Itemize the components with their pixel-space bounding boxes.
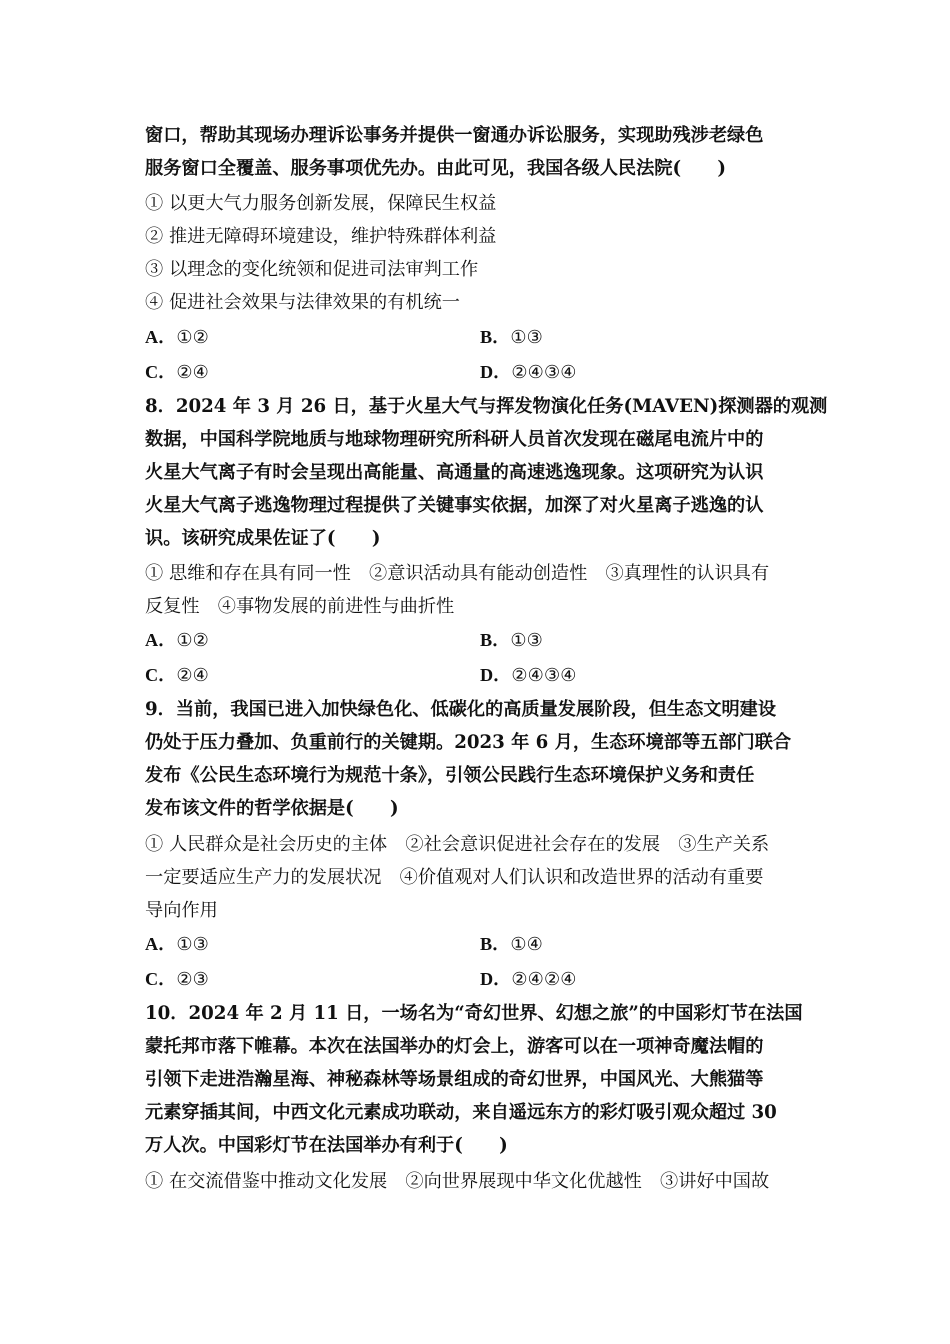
q9-choice-line-3: 导向作用 xyxy=(145,900,218,921)
q8-stem-line-5: 识。该研究成果佐证了( ) xyxy=(145,528,381,549)
option-value: ②④③④ xyxy=(511,362,577,383)
q7-option-d[interactable] xyxy=(480,360,577,385)
option-value: ①② xyxy=(176,630,209,651)
option-key: B． xyxy=(480,934,511,954)
q9-choice-line-1: ① 人民群众是社会历史的主体 ②社会意识促进社会存在的发展 ③生产关系 xyxy=(145,834,770,855)
q8-option-c[interactable] xyxy=(145,663,209,688)
q8-choice-line-2: 反复性 ④事物发展的前进性与曲折性 xyxy=(145,596,455,617)
option-key: A． xyxy=(145,327,177,347)
option-key: D． xyxy=(480,362,512,382)
q7-option-b[interactable] xyxy=(480,325,543,350)
q7-stem-line-2: 服务窗口全覆盖、服务事项优先办。由此可见，我国各级人民法院( ) xyxy=(145,158,727,179)
q7-option-a[interactable] xyxy=(145,325,209,350)
option-key: D． xyxy=(480,665,512,685)
q10-stem-line-1: 10．2024 年 2 月 11 日，一场名为“奇幻世界、幻想之旅”的中国彩灯节在法国 xyxy=(145,1003,803,1024)
q10-stem-line-3: 引领下走进浩瀚星海、神秘森林等场景组成的奇幻世界，中国风光、大熊猫等 xyxy=(145,1069,764,1090)
option-value: ②④ xyxy=(176,665,209,686)
option-key: C． xyxy=(145,665,177,685)
q10-stem-line-4: 元素穿插其间，中西文化元素成功联动，来自遥远东方的彩灯吸引观众超过 30 xyxy=(145,1102,777,1123)
q8-stem-line-3: 火星大气离子有时会呈现出高能量、高通量的高速逃逸现象。这项研究为认识 xyxy=(145,462,764,483)
q7-choice-4: ④ 促进社会效果与法律效果的有机统一 xyxy=(145,292,460,313)
q9-option-a[interactable] xyxy=(145,932,209,957)
option-key: C． xyxy=(145,362,177,382)
option-key: C． xyxy=(145,969,177,989)
q7-choice-2: ② 推进无障碍环境建设，维护特殊群体利益 xyxy=(145,226,497,247)
option-value: ①③ xyxy=(510,630,543,651)
q8-option-a[interactable] xyxy=(145,628,209,653)
q9-stem-line-3: 发布《公民生态环境行为规范十条》，引领公民践行生态环境保护义务和责任 xyxy=(145,765,755,786)
q8-option-d[interactable] xyxy=(480,663,577,688)
q8-stem-line-2: 数据，中国科学院地质与地球物理研究所科研人员首次发现在磁尾电流片中的 xyxy=(145,429,764,450)
option-value: ①③ xyxy=(176,934,209,955)
q9-choice-line-2: 一定要适应生产力的发展状况 ④价值观对人们认识和改造世界的活动有重要 xyxy=(145,867,764,888)
q7-choice-1: ① 以更大气力服务创新发展，保障民生权益 xyxy=(145,193,497,214)
q7-option-c[interactable] xyxy=(145,360,209,385)
option-key: B． xyxy=(480,630,511,650)
q10-choice-line-1: ① 在交流借鉴中推动文化发展 ②向世界展现中华文化优越性 ③讲好中国故 xyxy=(145,1171,770,1192)
q10-stem-line-5: 万人次。中国彩灯节在法国举办有利于( ) xyxy=(145,1135,508,1156)
q8-stem-line-4: 火星大气离子逃逸物理过程提供了关键事实依据，加深了对火星离子逃逸的认 xyxy=(145,495,764,516)
q9-stem-line-1: 9．当前，我国已进入加快绿色化、低碳化的高质量发展阶段，但生态文明建设 xyxy=(145,699,777,720)
q9-option-c[interactable] xyxy=(145,967,209,992)
option-value: ②③ xyxy=(176,969,209,990)
q8-stem-line-1: 8．2024 年 3 月 26 日，基于火星大气与挥发物演化任务(MAVEN)探测器的观测 xyxy=(145,396,828,417)
q8-choice-line-1: ① 思维和存在具有同一性 ②意识活动具有能动创造性 ③真理性的认识具有 xyxy=(145,563,770,584)
q7-choice-3: ③ 以理念的变化统领和促进司法审判工作 xyxy=(145,259,479,280)
option-value: ①③ xyxy=(510,327,543,348)
option-value: ②④②④ xyxy=(511,969,577,990)
q9-stem-line-2: 仍处于压力叠加、负重前行的关键期。2023 年 6 月，生态环境部等五部门联合 xyxy=(145,732,792,753)
option-value: ②④③④ xyxy=(511,665,577,686)
option-key: A． xyxy=(145,630,177,650)
option-key: D． xyxy=(480,969,512,989)
option-value: ①② xyxy=(176,327,209,348)
option-value: ②④ xyxy=(176,362,209,383)
option-key: A． xyxy=(145,934,177,954)
q8-option-b[interactable] xyxy=(480,628,543,653)
q7-stem-line-1: 窗口，帮助其现场办理诉讼事务并提供一窗通办诉讼服务，实现助残涉老绿色 xyxy=(145,125,764,146)
option-value: ①④ xyxy=(510,934,543,955)
q9-option-d[interactable] xyxy=(480,967,577,992)
q9-option-b[interactable] xyxy=(480,932,543,957)
q9-stem-line-4: 发布该文件的哲学依据是( ) xyxy=(145,798,399,819)
q10-stem-line-2: 蒙托邦市落下帷幕。本次在法国举办的灯会上，游客可以在一项神奇魔法帽的 xyxy=(145,1036,764,1057)
option-key: B． xyxy=(480,327,511,347)
